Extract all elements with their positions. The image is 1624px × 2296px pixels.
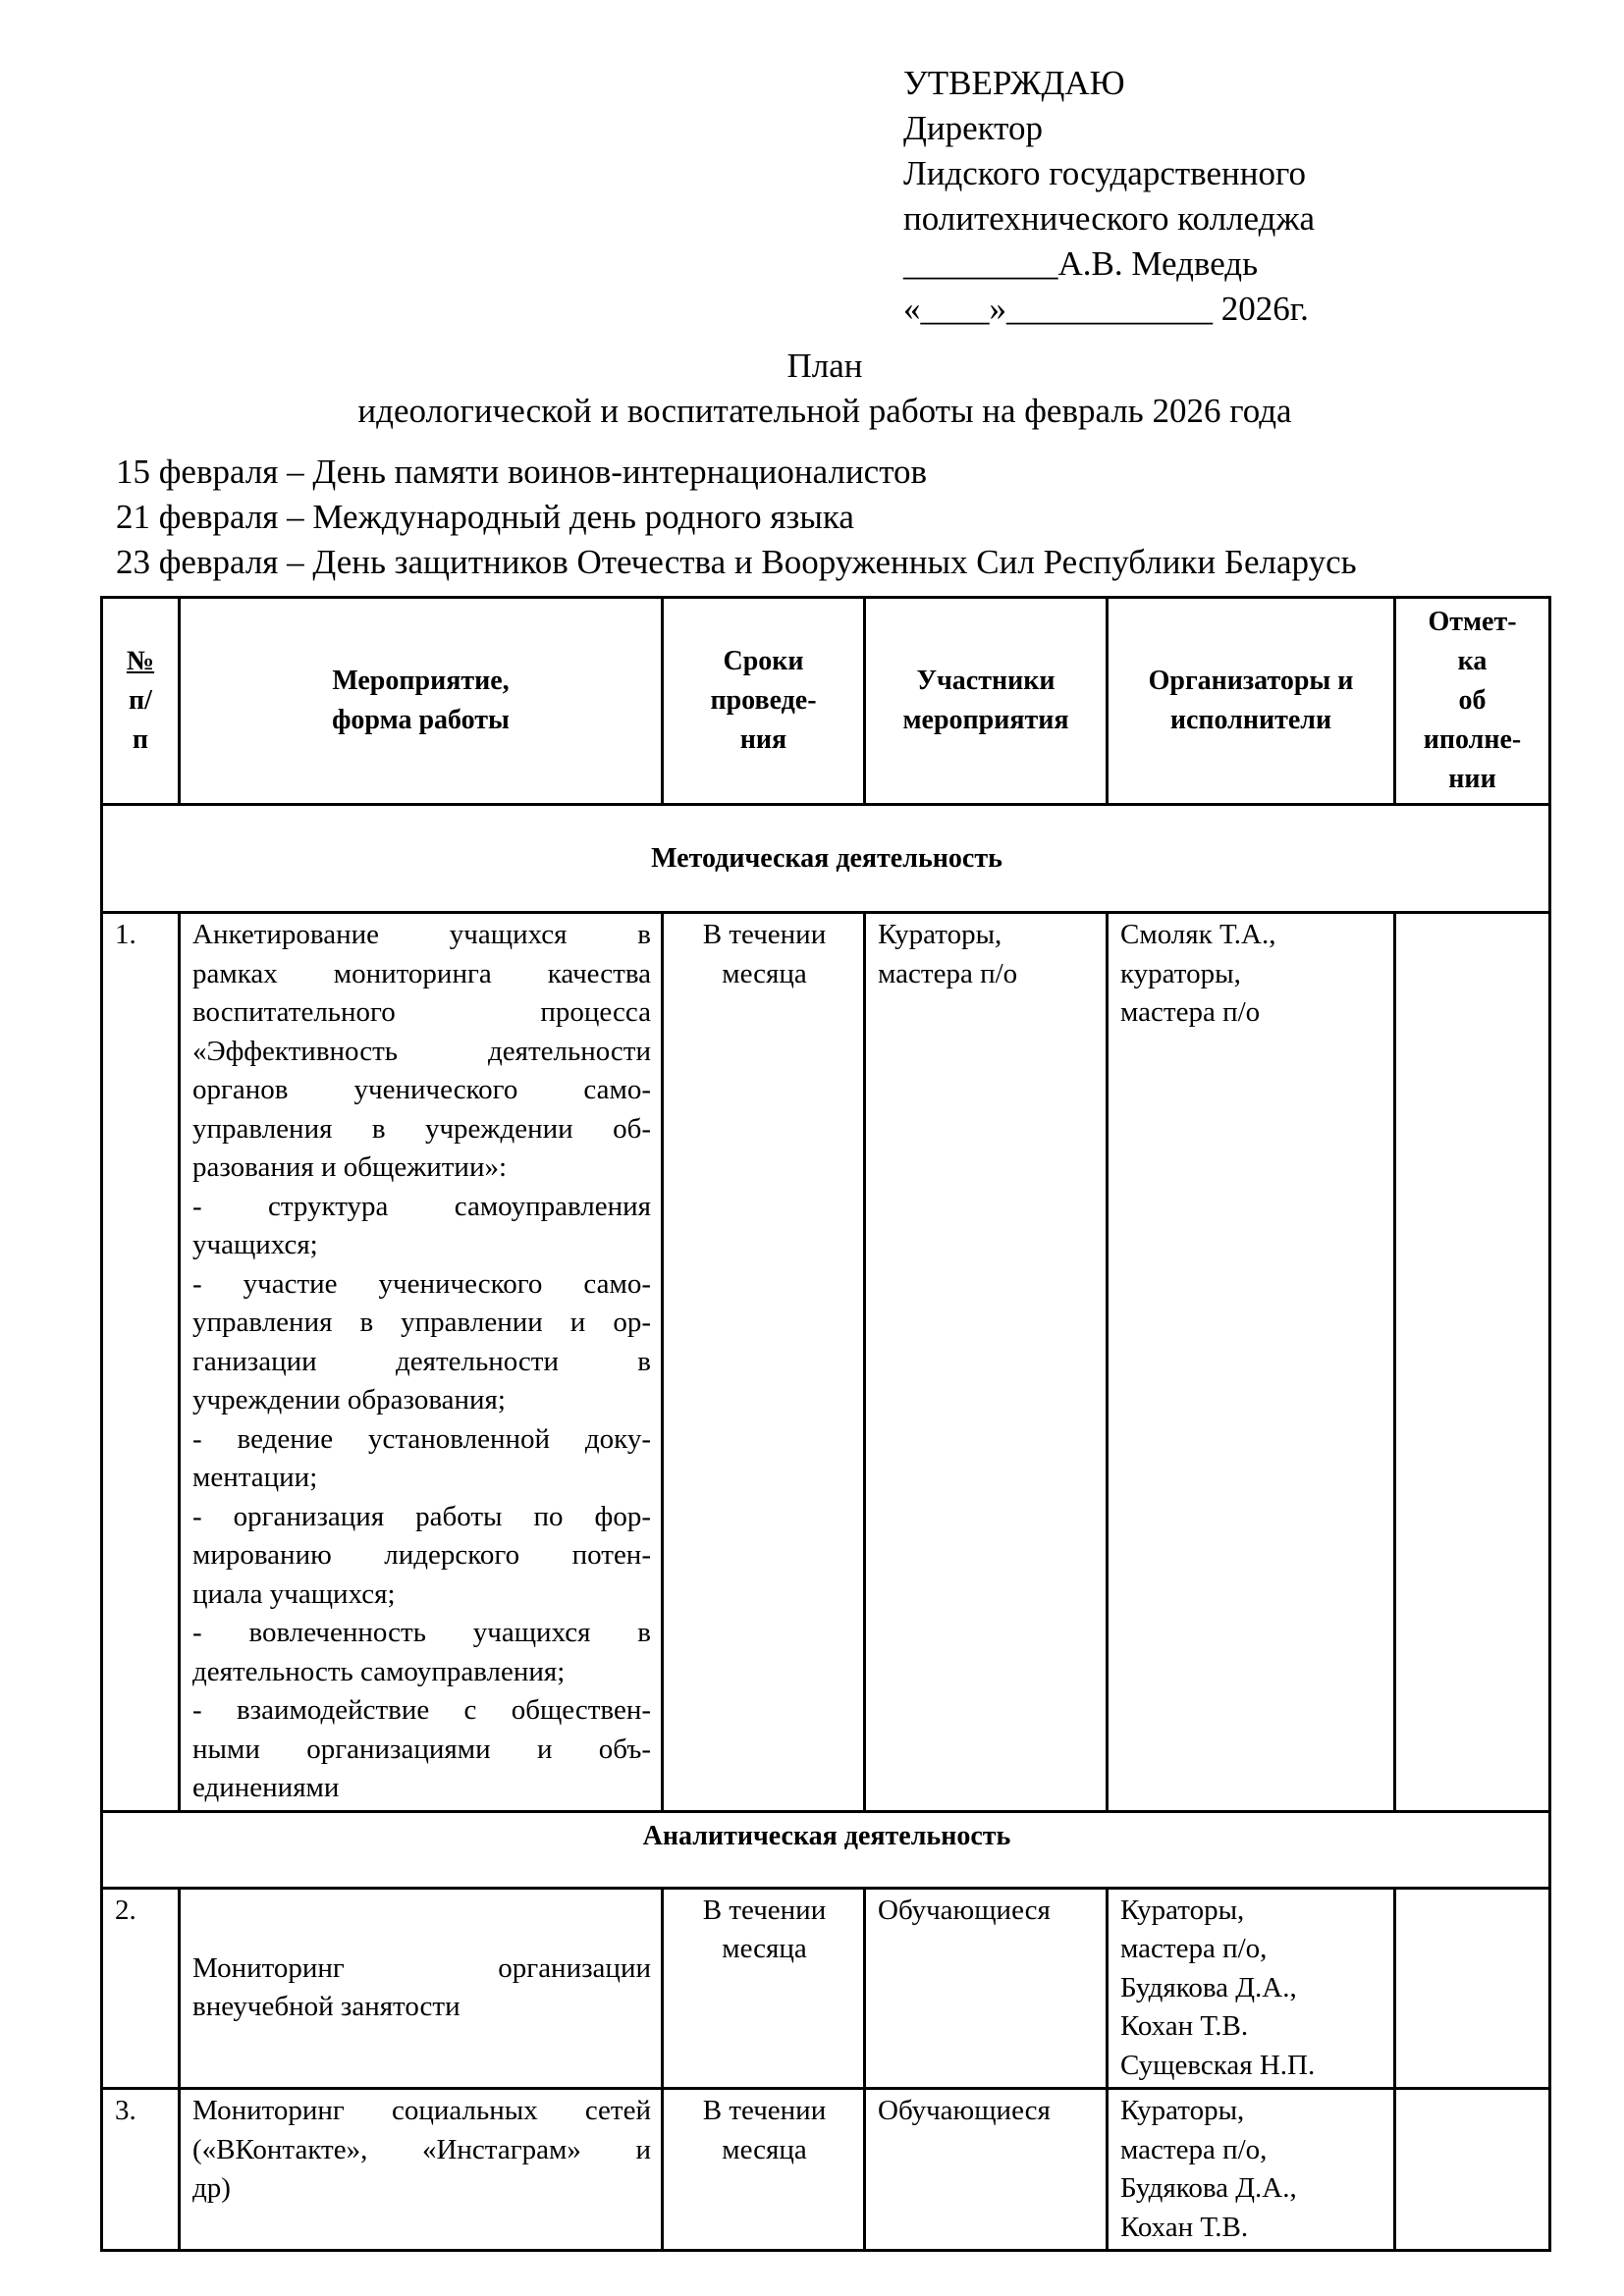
section-row-analytical	[102, 1811, 1550, 1888]
approval-block	[903, 61, 1315, 332]
header-timing: Сроки проведе- ния	[663, 598, 865, 805]
row-participants: Обучающиеся	[865, 1888, 1108, 2089]
row-participants: Обучающиеся	[865, 2089, 1108, 2251]
header-completion: Отмет- ка об иполне- нии	[1395, 598, 1550, 805]
document-title: План	[786, 347, 863, 385]
approval-org-line-1: Лидского государственного	[903, 154, 1306, 192]
row-timing: В течении месяца	[663, 1888, 865, 2089]
row-completion-mark[interactable]	[1395, 1888, 1550, 2089]
memorable-date-item: 15 февраля – День памяти воинов-интернационалистов	[116, 453, 928, 491]
document-subtitle: идеологической и воспитательной работы на февраль 2026 года	[357, 392, 1292, 430]
row-completion-mark[interactable]	[1395, 2089, 1550, 2251]
row-number: 1.	[102, 913, 180, 1812]
header-organizers: Организаторы и исполнители	[1108, 598, 1395, 805]
date-month-blank: ____________	[1006, 290, 1213, 328]
section-title: Методическая деятельность	[102, 805, 1550, 913]
date-close-quote: »	[989, 290, 1006, 328]
row-timing: В течении месяца	[663, 913, 865, 1812]
approval-signature-line	[903, 241, 1315, 287]
table-header-row	[102, 598, 1550, 805]
section-row-methodical	[102, 805, 1550, 913]
header-num: № п/ п	[102, 598, 180, 805]
section-title: Аналитическая деятельность	[102, 1811, 1550, 1888]
row-number: 3.	[102, 2089, 180, 2251]
memorable-dates	[116, 450, 1357, 585]
row-event: Анкетирование учащихся в рамках мониторинга качества воспитательного процесса «Эффективность деятельности органов ученического само- управления в учреждении об- разования и общежитии»: - структура самоуправления учащихся; - участие ученического само- управления в управлении и ор- ганизации деятельности в учреждении образования; - ведение установленной доку- ментации; - организация работы по фор- мированию лидерского потен- циала учащихся; - вовлеченность учащихся в деятельность самоуправления; - взаимодействие с обществен- ными организациями и объ- единениями	[180, 913, 663, 1812]
header-participants: Участники мероприятия	[865, 598, 1108, 805]
signer-name: А.В. Медведь	[1057, 244, 1259, 283]
row-completion-mark[interactable]	[1395, 913, 1550, 1812]
table-row	[102, 2089, 1550, 2251]
row-participants: Кураторы, мастера п/о	[865, 913, 1108, 1812]
approval-label: УТВЕРЖДАЮ	[903, 64, 1125, 102]
plan-table	[100, 596, 1551, 2252]
date-open-quote: «	[903, 290, 921, 328]
row-number: 2.	[102, 1888, 180, 2089]
header-event: Мероприятие, форма работы	[180, 598, 663, 805]
date-year: 2026г.	[1213, 290, 1309, 328]
row-organizers: Кураторы, мастера п/о, Будякова Д.А., Кохан Т.В. Сущевская Н.П.	[1108, 1888, 1395, 2089]
signature-blank: _________	[903, 244, 1058, 283]
row-timing: В течении месяца	[663, 2089, 865, 2251]
row-event: Мониторинг организации внеучебной занятости	[180, 1888, 663, 2089]
approval-position: Директор	[903, 109, 1044, 147]
memorable-date-item: 23 февраля – День защитников Отечества и Вооруженных Сил Республики Беларусь	[116, 543, 1357, 581]
row-event: Мониторинг социальных сетей («ВКонтакте», «Инстаграм» и др)	[180, 2089, 663, 2251]
row-organizers: Кураторы, мастера п/о, Будякова Д.А., Кохан Т.В.	[1108, 2089, 1395, 2251]
table-row	[102, 913, 1550, 1812]
row-organizers: Смоляк Т.А., кураторы, мастера п/о	[1108, 913, 1395, 1812]
approval-date-line	[903, 287, 1315, 332]
approval-org-line-2: политехнического колледжа	[903, 199, 1316, 238]
table-row	[102, 1888, 1550, 2089]
date-day-blank: ____	[920, 290, 990, 328]
memorable-date-item: 21 февраля – Международный день родного языка	[116, 498, 854, 536]
